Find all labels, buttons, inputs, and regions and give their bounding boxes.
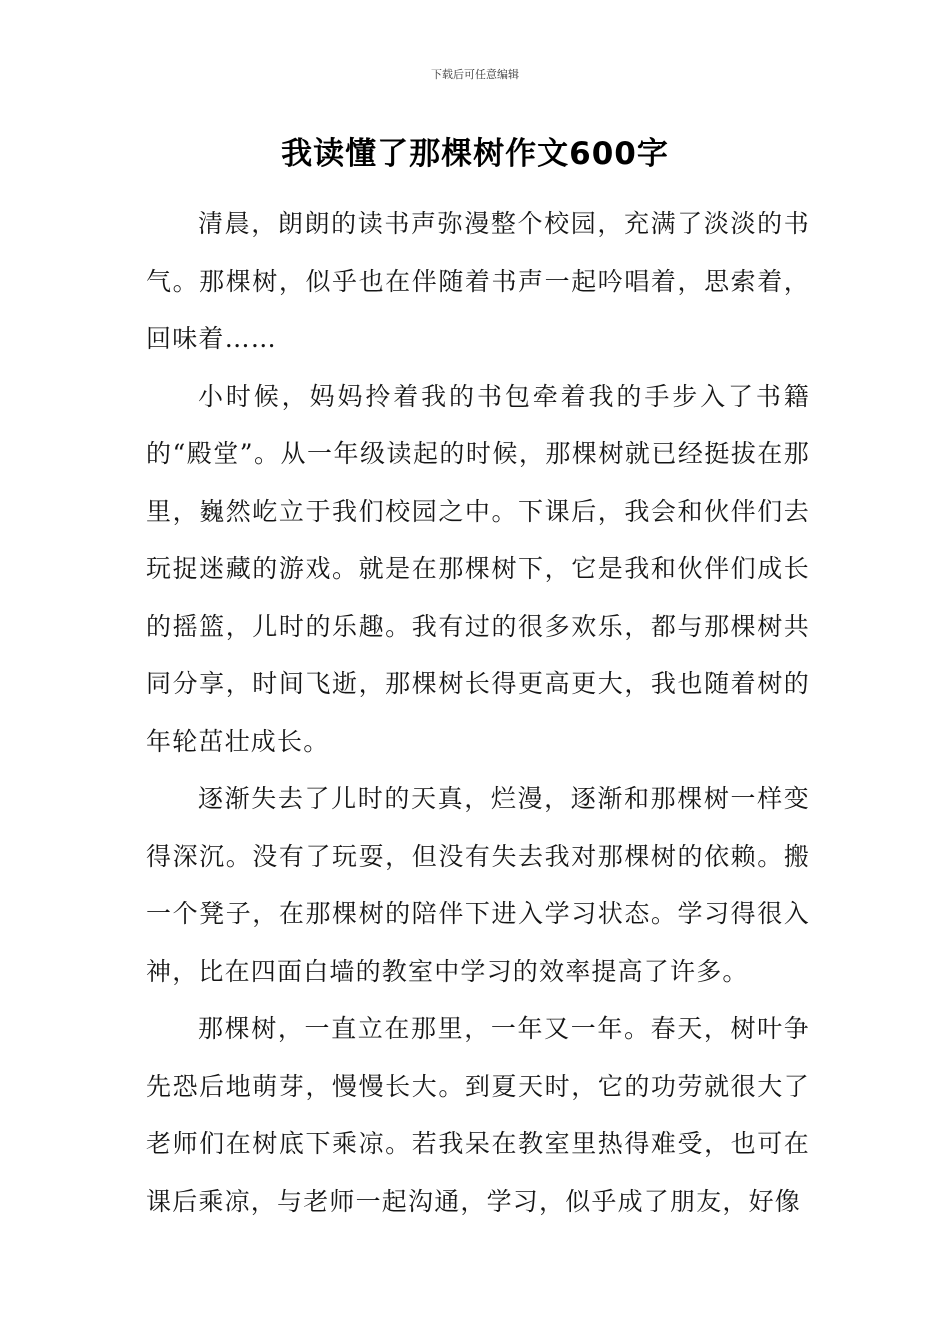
paragraph-1: 清晨，朗朗的读书声弥漫整个校园，充满了淡淡的书气。那棵树，似乎也在伴随着书声一起吟唱着，思索着，回味着…… [146,209,810,353]
document-title: 我读懂了那棵树作文600字 [281,136,669,172]
paragraph-4: 那棵树，一直立在那里，一年又一年。春天，树叶争先恐后地萌芽，慢慢长大。到夏天时，它的功劳就很大了老师们在树底下乘凉。若我呆在教室里热得难受，也可在课后乘凉，与老师一起沟通，学习，似乎成了朋友，好像 [146,1014,810,1216]
header-note: 下载后可任意编辑 [431,68,519,81]
document-body [146,195,810,1230]
paragraph-3: 逐渐失去了儿时的天真，烂漫，逐渐和那棵树一样变得深沉。没有了玩耍，但没有失去我对那棵树的依赖。搬一个凳子，在那棵树的陪伴下进入学习状态。学习得很入神，比在四面白墙的教室中学习的效率提高了许多。 [146,784,810,986]
paragraph-2: 小时候，妈妈拎着我的书包牵着我的手步入了书籍的“殿堂”。从一年级读起的时候，那棵树就已经挺拔在那里，巍然屹立于我们校园之中。下课后，我会和伙伴们去玩捉迷藏的游戏。就是在那棵树下，它是我和伙伴们成长的摇篮，儿时的乐趣。我有过的很多欢乐，都与那棵树共同分享，时间飞逝，那棵树长得更高更大，我也随着树的年轮茁壮成长。 [146,381,810,756]
